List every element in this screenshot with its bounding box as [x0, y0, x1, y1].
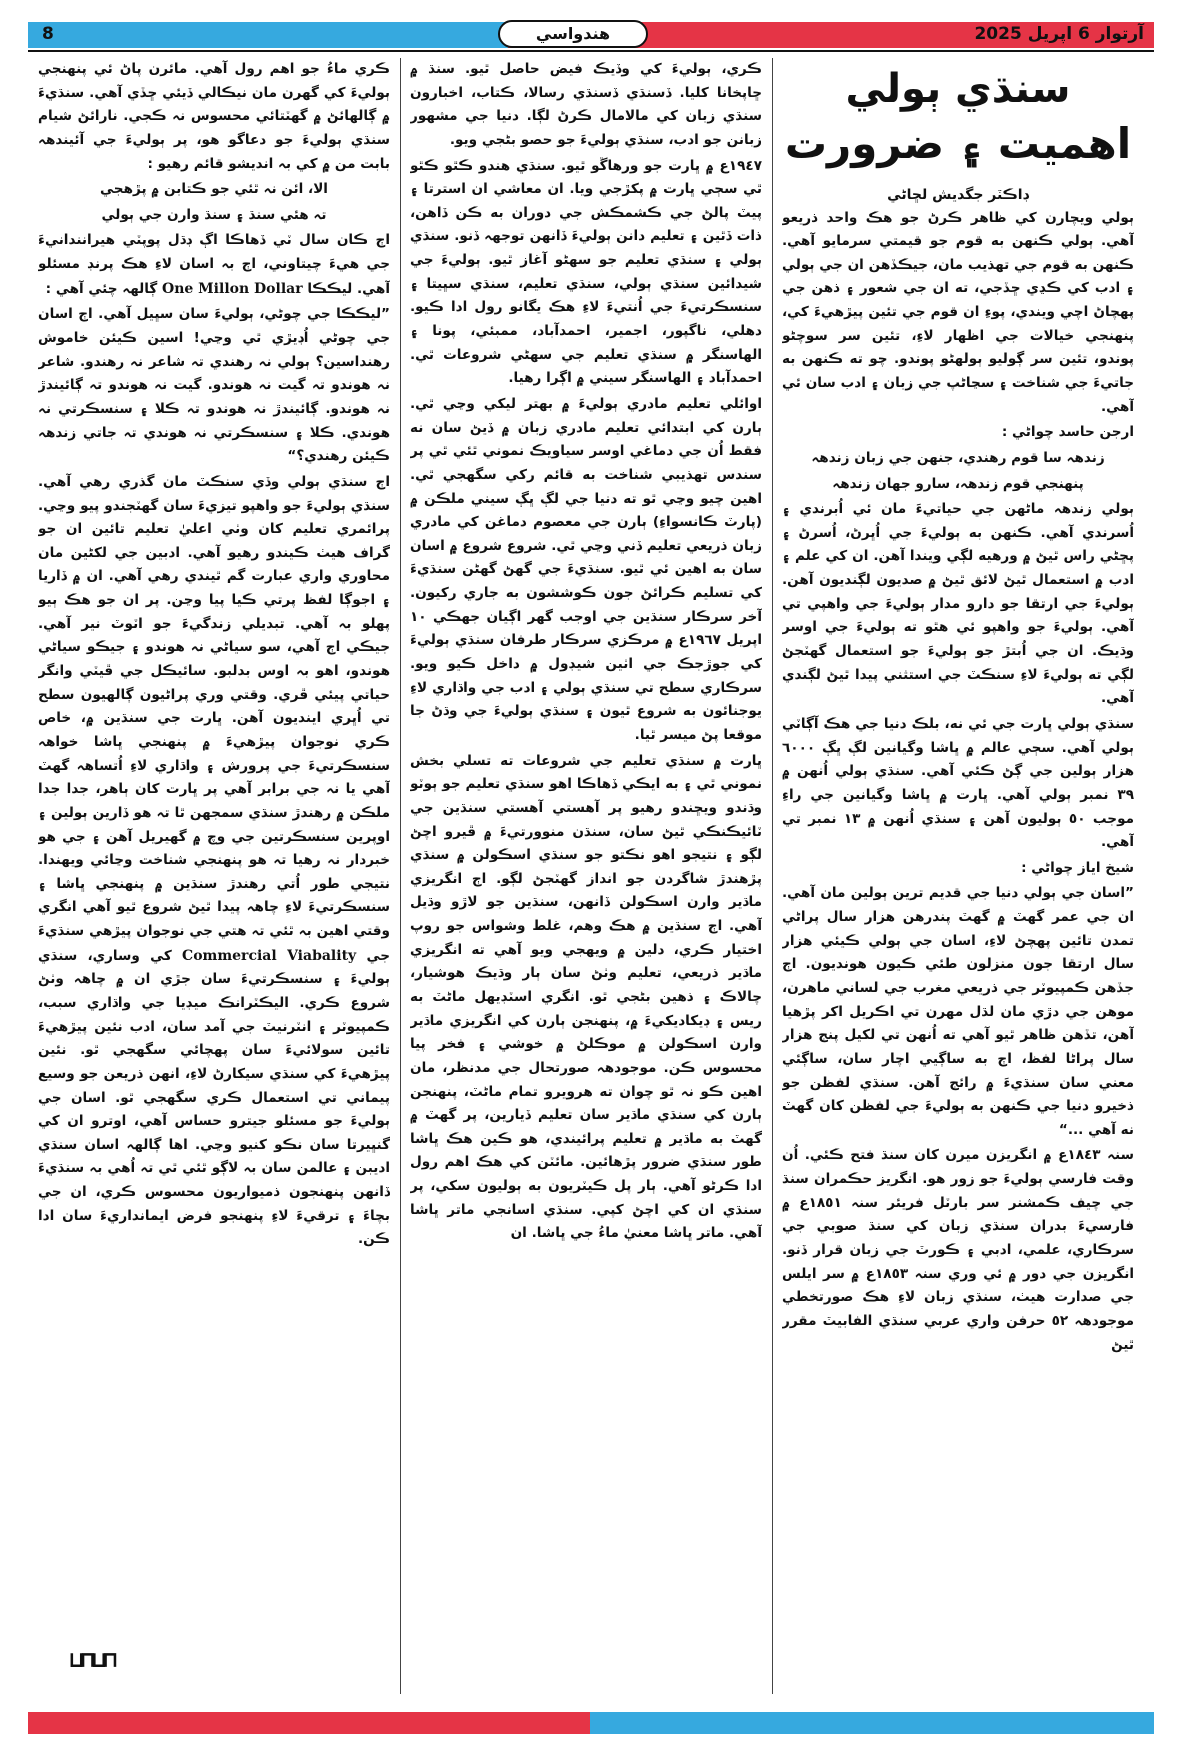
paragraph: سنڌي ٻولي ڀارت جي ئي نه، بلڪ دنيا جي هڪ آڳاٽي ٻولي آهي. سڄي عالم ۾ ڀاشا وگيانين لڳ ڀڳ ٦٠٠٠ هزار ٻولين جي ڳڻ ڪئي آهي. سنڌي ٻولي اُنهن ۾ ٣٩ نمبر ٻولي آهي. ڀارت ۾ ڀاشا وگيانين جي راءِ موجب ٥٠ ٻوليون آهن ۽ سنڌي اُنهن ۾ ١٣ نمبر تي آهي.	[782, 715, 1134, 851]
footer-red-band	[28, 1712, 590, 1734]
paragraph: ”ليڪڪا جي چوڻي، ٻوليءَ سان سڀيل آهي. اڄ اسان جي چوڻي اُڊيڙي ٿي وڃي! اسين ڪيئن خاموش رهنداسين؟ ٻولي نہ رهندي تہ شاعر نہ رهندو. شاعر نہ هوندو تہ گيت نہ هوندو. گيت نہ هوندو تہ ڳائيندڙ نہ هوندو. ڳائيندڙ نہ هوندو تہ ڪلا ۽ سنسڪرتي نہ هوندي. ڪلا ۽ سنسڪرتي نہ هوندي تہ جاتي زندهہ ڪيئن رهندي؟“	[38, 306, 390, 465]
paragraph: اوائلي تعليم مادري ٻوليءَ ۾ بهتر ليکي وڃي ٿي. ٻارن کي ابتدائي تعليم مادري زبان ۾ ڏيڻ سان نه فقط اُن جي دماغي اوسر سياويڪ نموني ٿئي ٿي پر سندس تهذيبي شناخت به قائم رکي سگهجي ٿي. اهين چيو وڃي ٿو ته دنيا جي لڳ ڀڳ سيني ملڪن ۾ (پارٽ ڪانسواءِ) ٻارن جي معصوم دماغن کي مادري زبان ذريعي تعليم ڏني وڃي ٿي. شروع شروع ۾ اسان سان به اهين ئي ٿيو. سنڌيءَ جي گهڻ گهڻن سنڌيءَ کي تسليم ڪرائڻ جون ڪوششون به جاري رکيون. آخر سرڪار سنڌين جي اوجب گهر اڳيان جهڪي ١٠ اپريل ١٩٦٧ع ۾ مرڪزي سرڪار طرفان سنڌي ٻوليءَ کي جوڙجڪ جي اٺين شيڊول ۾ داخل ڪيو ويو. سرڪاري سطح تي سنڌي ٻولي ۽ ادب جي واڌاري لاءِ يوجنائون به شروع ٿيون ۽ سنڌي ٻوليءَ جي وڌڻ جا موقعا پڻ ميسر ٿيا.	[410, 395, 762, 743]
paragraph-text: کي وساري، سنڌي ٻوليءَ ۽ سنسڪرتيءَ سان جڙي ان ۾ چاهہ وٺڻ شروع ڪري. اليڪٽرانڪ ميڊيا جي واڌاري سبب، ڪمپيوٽر ۽ انٽرنيٽ جي آمد سان، ادب نئين پيڙهيءَ تائين سولائيءَ سان پهچائي سگهجي ٿو. نئين پيڙهيءَ کي سنڌي سيکارڻ لاءِ، انهن ذريعن جو وسيع پيماني تي استعمال ڪري سگهجي ٿو. اسان جي ٻوليءَ جو مسئلو جيترو حساس آهي، اوترو ان کي گنڀيرتا سان نڪو کنيو وڃي. اها ڳالهہ اسان سنڌي اديبن ۽ عالمن سان بہ لاڳو ٿئي ٿي تہ اُهي بہ سنڌيءَ ڏانهن پنهنجون ذميواريون محسوس ڪري، ان جي بچاءَ ۽ ترقيءَ لاءِ پنهنجو فرض ايمانداريءَ سان ادا ڪن.	[38, 947, 390, 1248]
end-of-article-mark: ⊔⊓⊔⊓	[70, 1648, 115, 1673]
paragraph: ڪري ماءُ جو اهم رول آهي. مائرن پاڻ ئي پنهنجي ٻوليءَ کي گهرن مان نيڪالي ڏيئي ڇڏي آهي. سنڌيءَ ۾ ڳالهائڻ ۾ گهٽتائي محسوس نہ ڪجي. نارائڻ شيام سنڌي ٻوليءَ جو دعاگو هو، پر ٻوليءَ جي آئيندهہ بابت من ۾ کي بہ انديشو قائم رهيو :	[38, 61, 390, 172]
article-column-left	[38, 58, 390, 1698]
paragraph: ٻولي زندهہ ماڻهن جي حياتيءَ مان ئي اُبرندي ۽ اُسرندي آهي. ڪنهن به ٻوليءَ جي اُڀرڻ، اُسرڻ ۽ پڇڻي راس ٿيڻ ۾ ورهيه لڳي ويندا آهن. ان کي علم ۽ ادب ۾ استعمال ٿيڻ لائق ٿيڻ ۾ صديون لڳنديون آهن. ٻوليءَ جي ارتقا جو دارو مدار ٻوليءَ جي واهپي تي آهي. ٻوليءَ جو واهپو ئي هٿو ته ٻوليءَ جي اوسر وڌيڪ. ان جي اُبتڙ جو ٻوليءَ جو استعمال گهٽجڻ لڳي ته ٻوليءَ لاءِ سنڪٽ جي استثني پيدا ٿيڻ لڳندي آهي.	[782, 501, 1134, 707]
paragraph: ٻولي ويچارن کي ظاهر ڪرڻ جو هڪ واحد ذريعو آهي. ٻولي ڪنهن به قوم جو قيمتي سرمايو آهي. ڪنهن به قوم جي تهذيب مان، جيڪڏهن ان جي ٻولي ۽ ادب کي ڪڍي ڇڏجي، ته ان جي شعور ۽ ذهن جي پهچاڻ اچي ويندي، پوءِ ان قوم جي تئين پيڙهيءَ کي، پنهنجي خيالات جي اظهار لاءِ، تئين سر سوچڻو پوندو، تئين سر ڳوليو ٻولهڻو پوندو. چو ته ڪنهن به جاتيءَ جي شناخت ۽ سڃاڻپ جي زبان ۽ ادب سان ئي آهي.	[782, 209, 1134, 415]
paragraph: ١٩٤٧ع ۾ ڀارت جو ورهاڱو ٿيو. سنڌي هندو ڪٿو ڪٿو ٿي سڄي ڀارت ۾ پکڙجي ويا. ان معاشي ان استرتا ۽ پيٽ پالڻ جي ڪشمڪش جي دوران به ڪن ڏاهن، ذات ڏٿين ۽ تعليم دانن ٻوليءَ ڏانهن توجهہ ڏنو. سنڌي ٻولي ۽ سنڌي تعليم جو سهڻو آغاز ٿيو. ٻوليءَ جي شيدائين سنڌي ٻولي، سنڌي تعليم، سنڌي سڀيتا ۽ سنسڪرتيءَ جي اُنتيءَ لاءِ هڪ يگانو رول ادا ڪيو. دهلي، ناگپور، اجمير، احمدآباد، ممبئي، پونا ۽ الهاسنگر ۾ سنڌي تعليم جي سهڻي شروعات ٿي. احمدآباد ۽ الهاسنگر سيني ۾ اڳرا رهيا.	[410, 157, 762, 387]
page-number: 8	[42, 24, 54, 44]
header-rule	[28, 50, 1154, 52]
column-divider	[400, 58, 401, 1694]
paragraph-text: اڄ سنڌي ٻولي وڏي سنڪٽ مان گذري رهي آهي. سنڌي ٻوليءَ جو واهپو تيزيءَ سان گهٽجندو پيو وڃي. پرائمري تعليم کان وٺي اعليٰ تعليم تائين ان جو گراف هيٺ ڪيندو رهيو آهي. ادبين جي لکڻين مان محاوري واري عبارت گم ٿيندي رهي آهي. ان ۾ ڏاريا ۽ اجوڳا لفظ پرتي ڪيا پيا وڃن. پر ان جو هڪ ٻيو پهلو بہ آهي. تبديلي زندگيءَ جو اٽوٽ نير آهي. جيڪي اڄ آهي، سو سياڻي نہ هوندو ۽ جيڪو سياڻي هوندو، اهو بہ اوس بدلبو. سائيڪل جي ڦيٽي وانگر حياتي پيئي ڦري. وقتي وري پراڻيون ڳالهيون سطح تي اُڀري اينديون آهن. ڀارت جي سنڌين ۾، خاص ڪري نوجوان پيڙهيءَ ۾ پنهنجي ڀاشا خواهہ سنسڪرتيءَ جي پرورش ۽ واڌاري لاءِ اُتساهہ گهٽ آهي يا نہ جي برابر آهي پر ڀارت کان ٻاهر، جدا جدا ملڪن ۾ رهندڙ سنڌي سمجهن ٿا تہ هو ڏارين ٻولين ۽ اوپرين سنسڪرتين جي وچ ۾ گهيريل آهن ۽ جي هو خبردار نہ رهيا تہ هو پنهنجي شناخت وڃائي ويهندا. نتيجي طور اُتي رهندڙ سنڌين ۾ پنهنجي ڀاشا ۽ سنسڪرتيءَ لاءِ چاهہ پيدا ٿيڻ شروع ٿيو آهي انگري وقتي اهين بہ ٿئي تہ هتي جي نوجوان پيڙهي سنڌيءَ جي	[38, 473, 390, 964]
quote-attribution: شيخ اياز چواڻي :	[1021, 859, 1134, 876]
paragraph: ڀارت ۾ سنڌي تعليم جي شروعات ته تسلي بخش نموني ٿي ۽ به ايڪي ڏهاڪا اهو سنڌي تعليم جو ٻوٽو وڌندو ويڇندو رهيو پر آهستي آهستي سنڌين جي ٽائيڪنڪي ٿيڻ سان، سنڌن منوورتيءَ ۾ ڦيرو اچڻ لڳو ۽ نتيجو اهو نڪتو جو سنڌي اسڪولن ۾ سنڌي پڙهندڙ شاگردن جو انداز گهٽجڻ لڳو. اڄ انگريزي ماڌير وارن اسڪولن ڏانهن، سنڌين جو لاڙو وڌيل آهي. اڄ سنڌين ۾ هڪ وهم، غلط وشواس جو روپ اختيار ڪري، دلين ۾ ويهجي ويو آهي ته انگريزي ماڌير ذريعي، تعليم وٺڻ سان ٻار وڌيڪ هوشيار، چالاڪ ۽ ذهين بڻجي ٿو. انگري اسٽڊيهل ماڻٽ به ريس ۽ ڊيکاديکيءَ ۾، پنهنجن ٻارن کي انگريزي ماڌير وارن اسڪولن ۾ موڪلڻ ۾ خوشي ۽ فخر پيا محسوس ڪن. موجودهہ صورتحال جي مدنظر، مان اهين ڪو نہ ٿو چوان ته هرويرو تمام ماڻٽ، پنهنجن ٻارن کي سنڌي ماڌير سان تعليم ڏيارين، پر گهٽ ۾ گهٽ به ماڌير ۾ تعليم پرائيندي، هو ڪين هڪ ڀاشا طور سنڌي ضرور پڙهائين. مائٽن کي هڪ اهم رول ادا ڪرڻو آهي. ٻار پل ڪيٽريون به ٻوليون سکي، پر سنڌي ان کي اچڻ کپي. سنڌي اسانجي ماتر ڀاشا آهي. ماتر ڀاشا معنيٰ ماءُ جي ڀاشا. ان	[410, 752, 762, 1242]
article-column-right	[782, 58, 1134, 1698]
paragraph	[38, 229, 390, 301]
article-title-line1: سنڌي ٻولي	[845, 66, 1071, 112]
verse-line: پنهنجي قوم زندهہ، سارو جهان زندهہ	[832, 475, 1084, 492]
article-column-middle	[410, 58, 762, 1698]
dateline: آرتوار 6 اپريل 2025	[974, 24, 1144, 44]
masthead-logo: هندواسي	[498, 20, 648, 48]
quote-attribution: ارجن حاسد چواڻي :	[1001, 424, 1134, 441]
verse-line: زندهہ سا قوم رهندي، جنهن جي زبان زندهہ	[811, 449, 1105, 466]
footer-blue-band	[590, 1712, 1154, 1734]
article-byline: ڊاڪٽر جگديش لڇاڻي	[887, 186, 1029, 203]
paragraph: ”اسان جي ٻولي دنيا جي قديم ترين ٻولين مان آهي. ان جي عمر گهٽ ۾ گهٽ پندرهن هزار سال پراڻي تمدن تائين پهچڻ لاءِ، اسان جي ٻولي ڪيئي هزار سال ارتقا جون منزلون طئي ڪيون هونديون. اڄ جڏهن ڪمپيوٽر جي ذريعي مغرب جي لساني ماهرن، موهن جي دڙي مان لڌل مهرن تي اڪريل اکر پڙهيا آهن، تڏهن ظاهر ٿيو آهي ته اُنهن تي لکيل پنج هزار سال پراڻا لفظ، اڄ به ساڳيي اچار سان، ساڳئي معني سان سنڌيءَ ۾ رائج آهن. سنڌي لفظن جو ذخيرو دنيا جي ڪنهن به ٻوليءَ جي لفظن کان گهٽ نه آهي ...“	[782, 885, 1134, 1138]
verse-line: الا، ائن نہ ٿئي جو ڪتابن ۾ پڙهجي	[100, 181, 328, 198]
paragraph-text: ڳالهہ چئي آهي :	[45, 280, 158, 297]
verse-line: تہ هئي سنڌ ۽ سنڌ وارن جي ٻولي	[101, 206, 327, 223]
paragraph	[38, 471, 390, 1252]
article-title-line2: اهميت ۽ ضرورت	[784, 119, 1132, 168]
paragraph: سنہ ١٨٤٣ع ۾ انگريزن ميرن کان سنڌ فتح ڪئي. اُن وقت فارسي ٻوليءَ جو زور هو. انگريز حڪمران سنڌ جي چيف ڪمشنر سر بارٽل فريئر سنہ ١٨٥١ع ۾ فارسيءَ بدران سنڌي زبان کي سنڌ صوبي جي سرڪاري، علمي، ادبي ۽ ڪورٽ جي زبان قرار ڏنو. انگريزن جي دور ۾ ئي وري سنہ ١٨٥٣ع ۾ سر ايلس جي صدارت هيٺ، سنڌي زبان لاءِ هڪ صورتخطي موجودهہ ٥٢ حرفن واري عربي سنڌي الفابيٽ مقرر ٿيڻ	[782, 1147, 1134, 1353]
paragraph: ڪري، ٻوليءَ کي وڏيڪ فيض حاصل ٿيو. سنڌ ۾ ڇاپخانا کليا. ڏسنڌي ڏسنڌي رسالا، ڪتاب، اخبارون سنڌي زبان کي مالامال ڪرڻ لڳا. دنيا جي مشهور زبانن جو ادب، سنڌي ٻوليءَ جو حصو بڻجي ويو.	[410, 61, 762, 148]
paragraph-text: اڄ ڪان سال ٽي ڏهاڪا اڳ ڊڌل پوپٽي هيرانندانيءَ جي هيءَ چيتاوني، اڄ بہ اسان لاءِ هڪ پرنڊ مسئلو آهي. ليڪڪا	[38, 232, 390, 297]
header-blue-band	[28, 22, 508, 48]
english-phrase: One Millon Dollar	[162, 280, 303, 297]
page-footer	[28, 1712, 1154, 1734]
english-phrase: Commercial Viabality	[182, 947, 357, 964]
page-header	[28, 22, 1154, 48]
column-divider	[772, 58, 773, 1694]
